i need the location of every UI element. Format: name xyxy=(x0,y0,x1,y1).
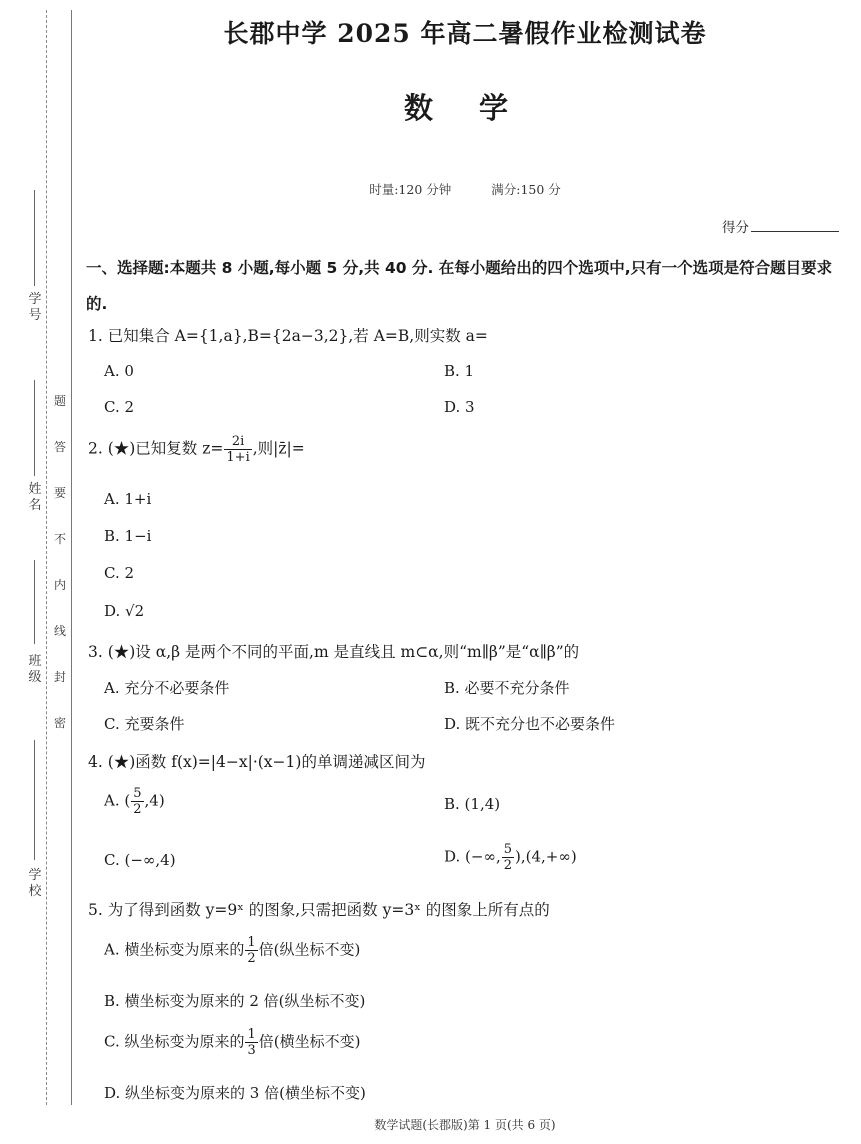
school-blank xyxy=(34,740,35,860)
q4d-frac-num: 5 xyxy=(503,842,512,857)
q1-option-d: D. 3 xyxy=(444,398,475,416)
q5a-prefix: A. 横坐标变为原来的 xyxy=(104,940,245,959)
margin-rule xyxy=(71,10,72,1105)
q5-option-b: B. 横坐标变为原来的 2 倍(纵坐标不变) xyxy=(104,992,366,1010)
name-label: 姓 名 xyxy=(28,482,42,513)
q2-fraction xyxy=(224,434,251,465)
q4-option-d xyxy=(444,842,577,873)
q4d-fraction xyxy=(502,842,514,873)
seal-warning-char: 不 xyxy=(53,532,66,546)
q4d-suffix: ,(4,+∞) xyxy=(520,847,577,866)
q5a-frac-num: 1 xyxy=(247,935,256,950)
q2-option-b: B. 1−i xyxy=(104,527,152,545)
q2-frac-num: 2i xyxy=(224,434,251,450)
q4a-prefix: A. ( xyxy=(104,791,131,810)
score-label: 得分 xyxy=(722,220,749,236)
q2-frac-den: 1+i xyxy=(226,450,250,465)
q4d-left: (−∞, xyxy=(465,847,501,866)
seal-warning-char: 要 xyxy=(53,486,66,500)
seal-warning-char: 题 xyxy=(53,394,66,408)
q4a-frac-num: 5 xyxy=(133,786,142,801)
class-blank xyxy=(34,560,35,644)
seal-warning-char: 密 xyxy=(53,716,66,730)
subject-title: 数 学 xyxy=(403,91,527,125)
full-score: 满分:150 分 xyxy=(491,182,561,197)
q4-option-b: B. (1,4) xyxy=(444,795,501,813)
time-limit: 时量:120 分钟 xyxy=(369,182,452,197)
q3-option-d: D. 既不充分也不必要条件 xyxy=(444,715,616,733)
section-heading: 一、选择题:本题共 8 小题,每小题 5 分,共 40 分. 在每小题给出的四个选项中,只有一个选项是符合题目要求的. xyxy=(86,259,833,313)
seal-warning-char: 答 xyxy=(53,440,66,454)
q5c-frac-num: 1 xyxy=(247,1027,256,1042)
q4d-right: ) xyxy=(515,847,521,866)
q3-option-b: B. 必要不充分条件 xyxy=(444,679,570,697)
question-2 xyxy=(88,434,305,465)
score-blank[interactable] xyxy=(751,219,839,232)
class-label: 班 级 xyxy=(28,654,42,685)
q4d-frac-den: 2 xyxy=(503,858,512,873)
q5c-fraction xyxy=(245,1027,257,1058)
q5-option-a xyxy=(104,935,360,966)
seal-warning-char: 封 xyxy=(53,670,66,684)
q5a-suffix: 倍(纵坐标不变) xyxy=(258,940,361,959)
seal-warning-char: 内 xyxy=(53,578,66,592)
student-id-label: 学 号 xyxy=(28,292,42,323)
q1-option-a: A. 0 xyxy=(104,362,134,380)
question-4: 4. (★)函数 f(x)=|4−x|·(x−1)的单调递减区间为 xyxy=(88,753,426,771)
q5c-suffix: 倍(横坐标不变) xyxy=(258,1032,361,1051)
q5c-prefix: C. 纵坐标变为原来的 xyxy=(104,1032,245,1051)
question-5: 5. 为了得到函数 y=9ˣ 的图象,只需把函数 y=3ˣ 的图象上所有点的 xyxy=(88,901,550,919)
q1-option-c: C. 2 xyxy=(104,398,135,416)
q3-option-c: C. 充要条件 xyxy=(104,715,185,733)
q4d-prefix: D. xyxy=(444,847,466,866)
q3-option-a: A. 充分不必要条件 xyxy=(104,679,230,697)
q4-option-a xyxy=(104,786,165,817)
q5a-frac-den: 2 xyxy=(247,951,256,966)
q2-prefix: 2. (★)已知复数 z= xyxy=(88,439,224,458)
exam-info xyxy=(100,180,830,198)
seal-warning-text xyxy=(52,378,68,746)
q4-option-c: C. (−∞,4) xyxy=(104,851,176,869)
question-3: 3. (★)设 α,β 是两个不同的平面,m 是直线且 m⊂α,则“m∥β”是“α∥β”的 xyxy=(88,643,580,661)
q2-option-d: D. √2 xyxy=(104,602,145,620)
q4a-suffix: ,4) xyxy=(144,791,165,810)
exam-title: 长郡中学 2025 年高二暑假作业检测试卷 xyxy=(223,19,707,48)
q2-suffix: ,则|z̄|= xyxy=(252,439,305,458)
name-blank xyxy=(34,380,35,476)
question-1: 1. 已知集合 A={1,a},B={2a−3,2},若 A=B,则实数 a= xyxy=(88,327,488,345)
q5-option-c xyxy=(104,1027,360,1058)
q4a-fraction xyxy=(131,786,143,817)
q5-option-d: D. 纵坐标变为原来的 3 倍(横坐标不变) xyxy=(104,1084,366,1102)
page-footer: 数学试题(长郡版)第 1 页(共 6 页) xyxy=(374,1118,556,1132)
q5a-fraction xyxy=(245,935,257,966)
q2-option-c: C. 2 xyxy=(104,564,135,582)
score-field xyxy=(722,216,839,236)
q2-option-a: A. 1+i xyxy=(104,490,152,508)
q1-option-b: B. 1 xyxy=(444,362,475,380)
school-label: 学 校 xyxy=(28,868,42,899)
q5c-frac-den: 3 xyxy=(247,1043,256,1058)
seal-dashed-line xyxy=(46,10,47,1105)
seal-warning-char: 线 xyxy=(53,624,66,638)
student-id-blank xyxy=(34,190,35,286)
q4a-frac-den: 2 xyxy=(133,802,142,817)
